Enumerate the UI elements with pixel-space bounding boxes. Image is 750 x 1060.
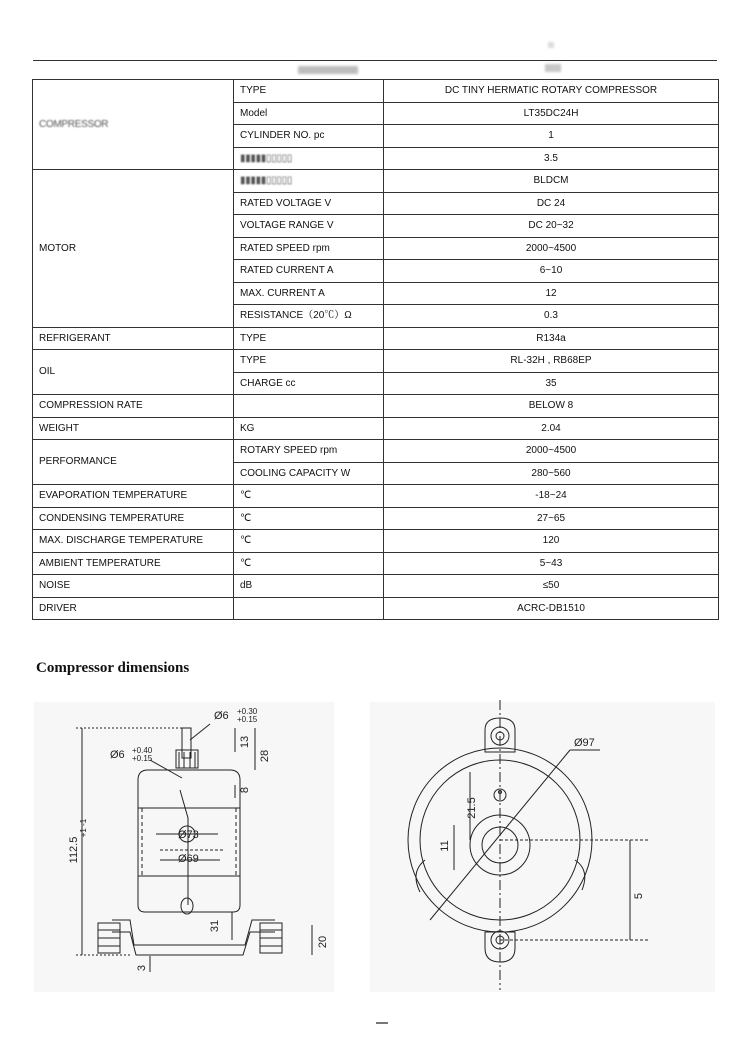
table-row — [33, 507, 719, 530]
param-cell: RATED CURRENT A — [234, 260, 384, 283]
footer-mark — [376, 1022, 388, 1024]
param-cell: MAX. CURRENT A — [234, 282, 384, 305]
inlet-tube-label: Ø6 — [110, 749, 125, 761]
value-cell: 1 — [384, 125, 719, 148]
table-row — [33, 440, 719, 463]
group-cell: AMBIENT TEMPERATURE — [33, 552, 234, 575]
group-cell: OIL — [33, 350, 234, 395]
dim-20-label: 20 — [317, 935, 329, 949]
spec-table — [32, 79, 719, 620]
value-cell: 2000~4500 — [384, 440, 719, 463]
inlet-tol-upper: +0.40 — [132, 746, 153, 755]
table-row — [33, 395, 719, 418]
group-label: COMPRESSOR — [39, 118, 109, 130]
table-row — [33, 350, 719, 373]
group-cell: NOISE — [33, 575, 234, 598]
group-cell: PERFORMANCE — [33, 440, 234, 485]
group-cell: DRIVER — [33, 597, 234, 620]
value-cell: 2000~4500 — [384, 237, 719, 260]
param-cell: ℃ — [234, 485, 384, 508]
outlet-tol-lower: +0.15 — [237, 715, 258, 724]
value-cell: ≤50 — [384, 575, 719, 598]
group-cell: MAX. DISCHARGE TEMPERATURE — [33, 530, 234, 553]
illegible-text: ▮▮▮▮▮▯▯▯▯▯ — [240, 152, 293, 164]
value-cell: LT35DC24H — [384, 102, 719, 125]
table-row — [33, 530, 719, 553]
header-scan-artifact — [545, 64, 561, 72]
param-cell: RESISTANCE（20℃）Ω — [234, 305, 384, 328]
param-cell: TYPE — [234, 327, 384, 350]
group-cell: WEIGHT — [33, 417, 234, 440]
param-cell: TYPE — [234, 80, 384, 103]
dim-5-label: 5 — [633, 892, 645, 900]
group-cell: COMPRESSION RATE — [33, 395, 234, 418]
param-cell: CHARGE cc — [234, 372, 384, 395]
param-cell: ℃ — [234, 507, 384, 530]
param-cell: CYLINDER NO. pc — [234, 125, 384, 148]
param-cell-illegible — [234, 170, 384, 193]
dim-112-tol-label: +1 -1 — [79, 818, 88, 838]
header-rule — [33, 60, 717, 61]
value-cell: RL-32H , RB68EP — [384, 350, 719, 373]
table-row — [33, 327, 719, 350]
value-cell: 120 — [384, 530, 719, 553]
dim-d73-label: Ø73 — [178, 829, 199, 841]
dim-31-label: 31 — [209, 919, 221, 933]
dim-11-label: 11 — [439, 840, 451, 852]
value-cell: BLDCM — [384, 170, 719, 193]
value-cell: 5~43 — [384, 552, 719, 575]
table-row — [33, 485, 719, 508]
dimension-drawings — [30, 700, 720, 1000]
param-cell — [234, 395, 384, 418]
value-cell: BELOW 8 — [384, 395, 719, 418]
table-row — [33, 80, 719, 103]
value-cell: -18~24 — [384, 485, 719, 508]
value-cell: ACRC-DB1510 — [384, 597, 719, 620]
header-scan-artifact — [548, 42, 554, 48]
value-cell: 0.3 — [384, 305, 719, 328]
group-cell: EVAPORATION TEMPERATURE — [33, 485, 234, 508]
param-cell: VOLTAGE RANGE V — [234, 215, 384, 238]
table-row — [33, 597, 719, 620]
param-cell: ℃ — [234, 552, 384, 575]
group-cell — [33, 80, 234, 170]
dim-d69-label: Ø69 — [178, 853, 199, 865]
group-cell: REFRIGERANT — [33, 327, 234, 350]
param-cell: ROTARY SPEED rpm — [234, 440, 384, 463]
value-cell: DC TINY HERMATIC ROTARY COMPRESSOR — [384, 80, 719, 103]
table-row — [33, 170, 719, 193]
value-cell: 12 — [384, 282, 719, 305]
table-row — [33, 552, 719, 575]
dimension-drawing-svg — [30, 700, 720, 1000]
param-cell: KG — [234, 417, 384, 440]
dim-21-5-label: 21.5 — [466, 797, 478, 819]
value-cell: 35 — [384, 372, 719, 395]
top-view-background — [370, 702, 715, 992]
param-cell: COOLING CAPACITY W — [234, 462, 384, 485]
table-row — [33, 417, 719, 440]
param-cell: dB — [234, 575, 384, 598]
dimensions-heading: Compressor dimensions — [36, 660, 190, 676]
dim-3-label: 3 — [136, 964, 148, 972]
param-cell: TYPE — [234, 350, 384, 373]
param-cell: ℃ — [234, 530, 384, 553]
param-cell — [234, 597, 384, 620]
param-cell: Model — [234, 102, 384, 125]
group-cell: MOTOR — [33, 170, 234, 328]
dim-13-label: 13 — [239, 735, 251, 749]
header-scan-artifact — [298, 66, 358, 74]
inlet-tol-lower: +0.15 — [132, 754, 153, 763]
outlet-tol-upper: +0.30 — [237, 707, 258, 716]
illegible-text: ▮▮▮▮▮▯▯▯▯▯ — [240, 175, 293, 186]
dim-28-label: 28 — [259, 749, 271, 763]
value-cell: DC 24 — [384, 192, 719, 215]
dim-8-label: 8 — [239, 786, 251, 794]
value-cell: 6~10 — [384, 260, 719, 283]
value-cell: 280~560 — [384, 462, 719, 485]
group-cell: CONDENSING TEMPERATURE — [33, 507, 234, 530]
param-cell: RATED SPEED rpm — [234, 237, 384, 260]
value-cell: 27~65 — [384, 507, 719, 530]
value-cell: DC 20~32 — [384, 215, 719, 238]
value-cell: 3.5 — [384, 147, 719, 170]
param-cell-illegible — [234, 147, 384, 170]
param-cell: RATED VOLTAGE V — [234, 192, 384, 215]
table-row — [33, 575, 719, 598]
outlet-tube-label: Ø6 — [214, 710, 229, 722]
value-cell: R134a — [384, 327, 719, 350]
dim-112-label: 112.5 — [68, 836, 80, 864]
value-cell: 2.04 — [384, 417, 719, 440]
dim-d97-label: Ø97 — [574, 737, 595, 749]
